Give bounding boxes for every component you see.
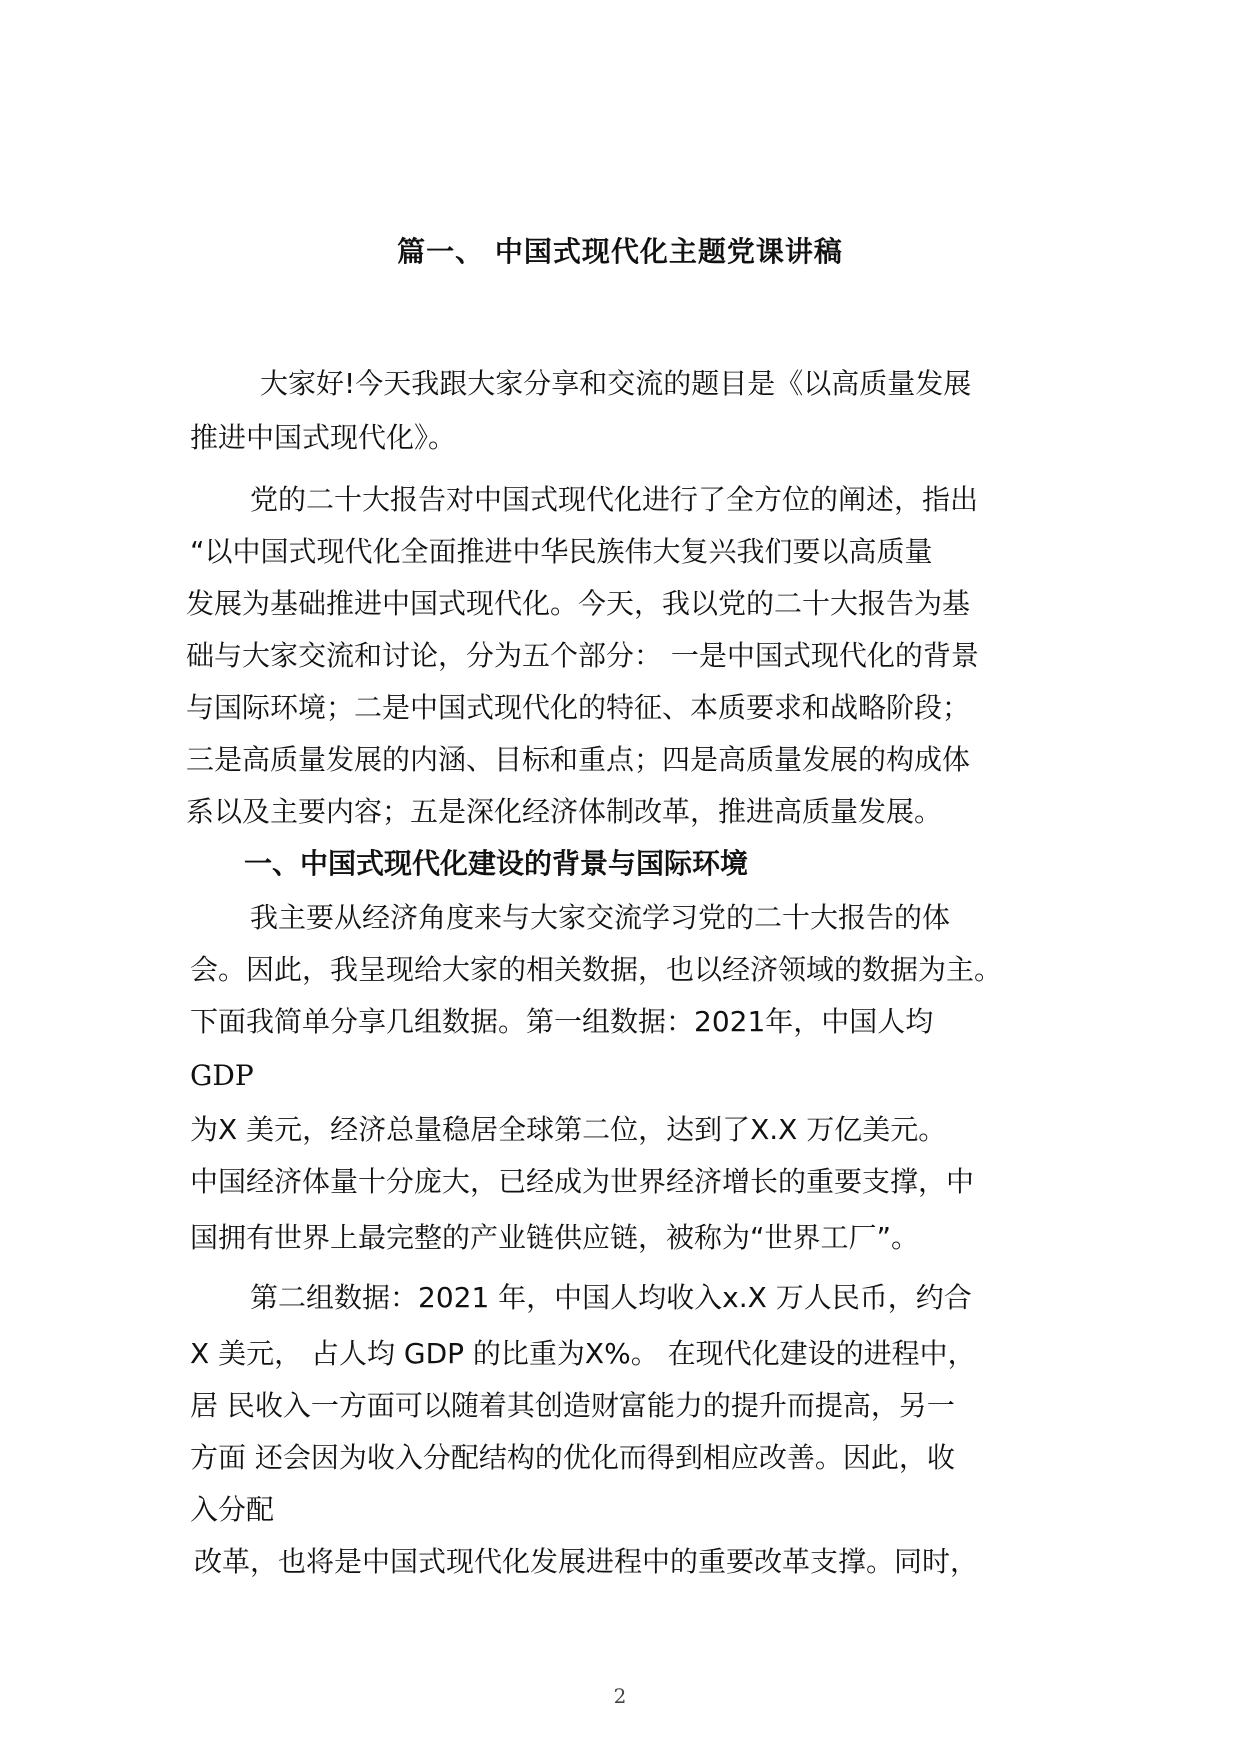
paragraph-line: 下面我简单分享几组数据。第一组数据：2021年，中国人均: [190, 1005, 934, 1038]
paragraph-line: 大家好!今天我跟大家分享和交流的题目是《以高质量发展: [260, 367, 972, 400]
paragraph-line: 改革，也将是中国式现代化发展进程中的重要改革支撑。同时，: [194, 1545, 979, 1578]
paragraph-line: X 美元， 占人均 GDP 的比重为X%。 在现代化建设的进程中，: [190, 1337, 976, 1370]
paragraph-line: 居 民收入一方面可以随着其创造财富能力的提升而提高，另一: [190, 1389, 955, 1422]
paragraph-line: 中国经济体量十分庞大，已经成为世界经济增长的重要支撑，中: [190, 1165, 975, 1198]
paragraph-line: 会。因此，我呈现给大家的相关数据，也以经济领域的数据为主。: [190, 953, 1003, 986]
paragraph-line: 础与大家交流和讨论，分为五个部分： 一是中国式现代化的背景: [186, 639, 979, 672]
paragraph-line: 发展为基础推进中国式现代化。今天，我以党的二十大报告为基: [186, 587, 971, 620]
paragraph-line: 党的二十大报告对中国式现代化进行了全方位的阐述，指出: [250, 483, 979, 516]
paragraph-line: 方面 还会因为收入分配结构的优化而得到相应改善。因此，收: [190, 1441, 955, 1474]
paragraph-line: 三是高质量发展的内涵、目标和重点；四是高质量发展的构成体: [186, 743, 971, 776]
paragraph-line: 第二组数据：2021 年，中国人均收入x.X 万人民币，约合: [250, 1281, 972, 1314]
document-title: 篇一、 中国式现代化主题党课讲稿: [397, 235, 843, 268]
paragraph-line: 与国际环境；二是中国式现代化的特征、本质要求和战略阶段；: [186, 691, 971, 724]
paragraph-line: 国拥有世界上最完整的产业链供应链，被称为“世界工厂”。: [190, 1221, 920, 1254]
section-heading: 一、中国式现代化建设的背景与国际环境: [244, 847, 749, 880]
paragraph-line: GDP: [190, 1059, 254, 1092]
page-number: 2: [613, 1684, 627, 1708]
paragraph-line: 系以及主要内容；五是深化经济体制改革，推进高质量发展。: [186, 795, 943, 828]
paragraph-line: 推进中国式现代化》。: [190, 421, 457, 454]
paragraph-line: “以中国式现代化全面推进中华民族伟大复兴我们要以高质量: [190, 535, 933, 568]
paragraph-line: 入分配: [190, 1493, 275, 1526]
paragraph-line: 为X 美元，经济总量稳居全球第二位，达到了X.X 万亿美元。: [190, 1113, 947, 1146]
paragraph-line: 我主要从经济角度来与大家交流学习党的二十大报告的体: [250, 901, 951, 934]
